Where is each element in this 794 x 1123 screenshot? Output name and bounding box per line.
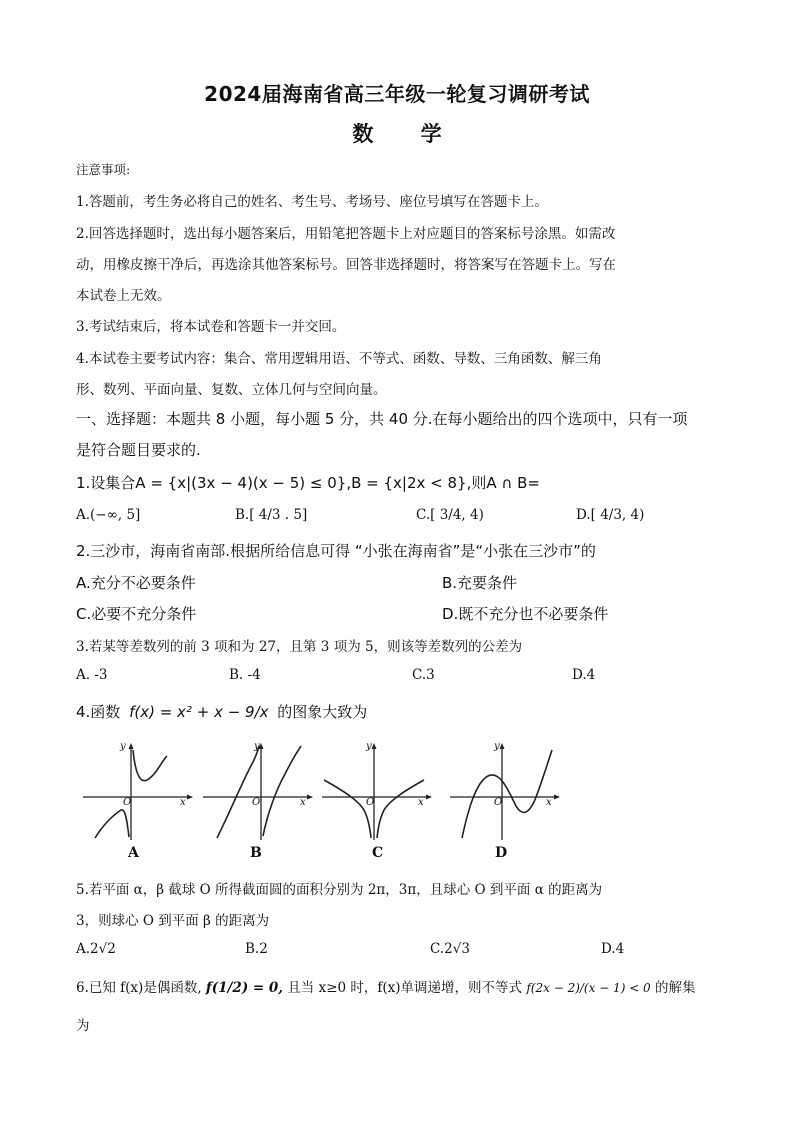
section-heading-cont: 是符合题目要求的. bbox=[76, 441, 201, 459]
q5-option-c: C.2√3 bbox=[430, 941, 470, 957]
q6-part-c: 且当 x≥0 时，f(x)单调递增，则不等式 bbox=[287, 980, 523, 996]
q2-option-d: D.既不充分也不必要条件 bbox=[442, 605, 609, 623]
q5-option-a: A.2√2 bbox=[76, 941, 116, 957]
graph-b-y-axis-label: y bbox=[254, 741, 260, 752]
notice-item-2: 2.回答选择题时，选出每小题答案后，用铅笔把答题卡上对应题目的答案标号涂黑。如需改 bbox=[76, 226, 616, 242]
q2-stem: 2.三沙市，海南省南部.根据所给信息可得 “小张在海南省”是“小张在三沙市”的 bbox=[76, 542, 596, 560]
notice-item-3: 3.考试结束后，将本试卷和答题卡一并交回。 bbox=[76, 319, 346, 335]
section-heading: 一、选择题：本题共 8 小题，每小题 5 分，共 40 分.在每小题给出的四个选项中，只有一项 bbox=[76, 410, 688, 428]
q4-graph-b bbox=[203, 740, 315, 840]
notice-item-2-cont: 动，用橡皮擦干净后，再选涂其他答案标号。回答非选择题时，将答案写在答题卡上。写在 bbox=[76, 257, 616, 273]
graph-d-y-axis-label: y bbox=[494, 741, 500, 752]
q6-condition: f(1/2) = 0, bbox=[205, 980, 284, 996]
notice-heading: 注意事项: bbox=[76, 162, 131, 177]
q4-graph-d bbox=[450, 740, 562, 840]
graph-a-x-axis-label: x bbox=[180, 797, 186, 808]
q4-formula: f(x) = x² + x − 9/x bbox=[129, 703, 269, 721]
notice-item-4: 4.本试卷主要考试内容：集合、常用逻辑用语、不等式、函数、导数、三角函数、解三角 bbox=[76, 351, 602, 367]
q3-option-a: A. -3 bbox=[76, 667, 108, 683]
graph-b-origin-label: O bbox=[252, 797, 261, 808]
graph-a-origin-label: O bbox=[123, 797, 132, 808]
q4-graph-a bbox=[83, 740, 195, 840]
graph-b-label: B bbox=[250, 845, 262, 861]
notice-item-1: 1.答题前，考生务必将自己的姓名、考生号、考场号、座位号填写在答题卡上。 bbox=[76, 194, 548, 210]
q6-inequality: f(2x − 2)/(x − 1) < 0 bbox=[526, 981, 651, 995]
subject-title: 数 学 bbox=[352, 122, 442, 146]
q3-option-d: D.4 bbox=[572, 667, 596, 683]
q6-part-a: 6.已知 f(x)是偶函数, bbox=[76, 980, 202, 996]
graph-d-x-axis-label: x bbox=[546, 797, 552, 808]
q2-option-a: A.充分不必要条件 bbox=[76, 574, 196, 592]
graph-d-origin-label: O bbox=[494, 797, 503, 808]
q1-option-b: B.[ 4/3 . 5] bbox=[235, 507, 308, 523]
q1-option-c: C.[ 3/4, 4) bbox=[416, 507, 484, 523]
graph-c-label: C bbox=[372, 845, 384, 861]
q6-stem-cont: 为 bbox=[76, 1018, 90, 1034]
q4-stem bbox=[76, 701, 367, 722]
exam-title: 2024届海南省高三年级一轮复习调研考试 bbox=[204, 82, 590, 106]
q2-option-b: B.充要条件 bbox=[442, 574, 518, 592]
q4-stem-prefix: 4.函数 bbox=[76, 703, 121, 721]
q1-option-d: D.[ 4/3, 4) bbox=[576, 507, 645, 523]
notice-item-2-end: 本试卷上无效。 bbox=[76, 288, 171, 304]
graph-a-label: A bbox=[128, 845, 139, 861]
q6-part-e: 的解集 bbox=[655, 980, 696, 996]
q1-option-a: A.(−∞, 5] bbox=[76, 507, 141, 523]
q3-stem: 3.若某等差数列的前 3 项和为 27，且第 3 项为 5，则该等差数列的公差为 bbox=[76, 639, 523, 655]
notice-item-4-cont: 形、数列、平面向量、复数、立体几何与空间向量。 bbox=[76, 382, 387, 398]
q3-option-b: B. -4 bbox=[229, 667, 261, 683]
graph-a-y-axis-label: y bbox=[120, 741, 126, 752]
q2-option-c: C.必要不充分条件 bbox=[76, 605, 197, 623]
graph-c-x-axis-label: x bbox=[418, 797, 424, 808]
q5-option-b: B.2 bbox=[245, 941, 268, 957]
q3-option-c: C.3 bbox=[412, 667, 435, 683]
q4-stem-suffix: 的图象大致为 bbox=[277, 703, 368, 721]
q5-stem-cont: 3，则球心 O 到平面 β 的距离为 bbox=[76, 913, 270, 929]
graph-c-origin-label: O bbox=[366, 797, 375, 808]
q5-stem: 5.若平面 α，β 截球 O 所得截面圆的面积分别为 2π，3π，且球心 O 到平面 α 的距离为 bbox=[76, 882, 603, 898]
q5-option-d: D.4 bbox=[601, 941, 625, 957]
q1-stem: 1.设集合A = {x|(3x − 4)(x − 5) ≤ 0},B = {x|2x < 8},则A ∩ B= bbox=[76, 474, 540, 492]
graph-d-label: D bbox=[495, 845, 508, 861]
q4-graph-c bbox=[322, 740, 434, 840]
graph-b-x-axis-label: x bbox=[300, 797, 306, 808]
graph-c-y-axis-label: y bbox=[366, 741, 372, 752]
q6-stem bbox=[76, 976, 696, 996]
